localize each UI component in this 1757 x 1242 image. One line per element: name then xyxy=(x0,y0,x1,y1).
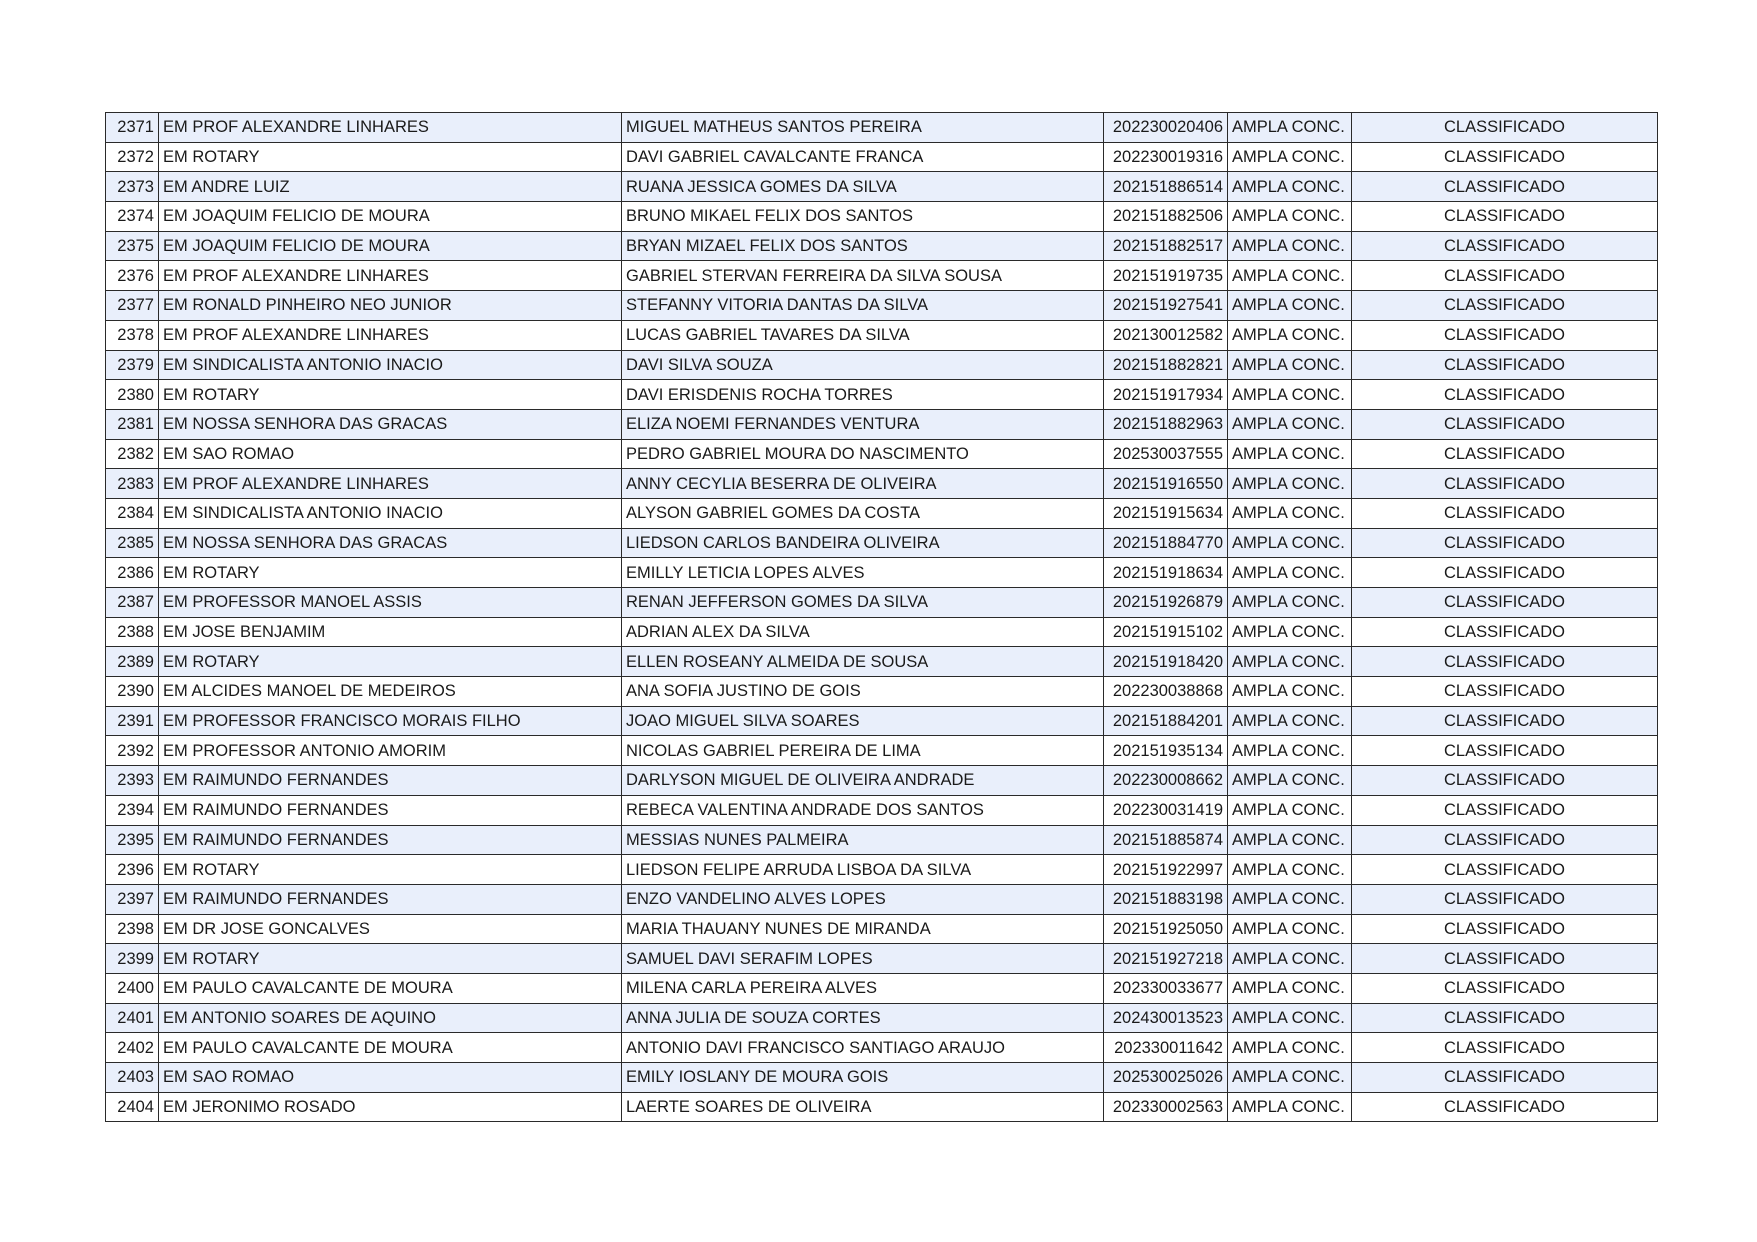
table-row xyxy=(106,469,1658,499)
table-row xyxy=(106,706,1658,736)
student-name-cell: GABRIEL STERVAN FERREIRA DA SILVA SOUSA xyxy=(622,261,1104,291)
registration-cell: 202151926879 xyxy=(1104,588,1228,618)
registration-cell: 202230020406 xyxy=(1104,113,1228,143)
row-number-cell: 2401 xyxy=(106,1003,159,1033)
student-name-cell: LUCAS GABRIEL TAVARES DA SILVA xyxy=(622,320,1104,350)
quota-cell: AMPLA CONC. xyxy=(1228,736,1352,766)
status-cell: CLASSIFICADO xyxy=(1352,706,1658,736)
registration-cell: 202230019316 xyxy=(1104,142,1228,172)
quota-cell: AMPLA CONC. xyxy=(1228,944,1352,974)
status-cell: CLASSIFICADO xyxy=(1352,1033,1658,1063)
table-row xyxy=(106,498,1658,528)
quota-cell: AMPLA CONC. xyxy=(1228,1063,1352,1093)
quota-cell: AMPLA CONC. xyxy=(1228,855,1352,885)
registration-cell: 202151882821 xyxy=(1104,350,1228,380)
student-name-cell: JOAO MIGUEL SILVA SOARES xyxy=(622,706,1104,736)
table-row xyxy=(106,973,1658,1003)
student-name-cell: MIGUEL MATHEUS SANTOS PEREIRA xyxy=(622,113,1104,143)
status-cell: CLASSIFICADO xyxy=(1352,320,1658,350)
table-row xyxy=(106,439,1658,469)
row-number-cell: 2392 xyxy=(106,736,159,766)
row-number-cell: 2383 xyxy=(106,469,159,499)
school-cell: EM PAULO CAVALCANTE DE MOURA xyxy=(159,973,622,1003)
registration-cell: 202151886514 xyxy=(1104,172,1228,202)
student-name-cell: ANTONIO DAVI FRANCISCO SANTIAGO ARAUJO xyxy=(622,1033,1104,1063)
student-name-cell: EMILLY LETICIA LOPES ALVES xyxy=(622,558,1104,588)
quota-cell: AMPLA CONC. xyxy=(1228,973,1352,1003)
quota-cell: AMPLA CONC. xyxy=(1228,409,1352,439)
student-name-cell: DAVI GABRIEL CAVALCANTE FRANCA xyxy=(622,142,1104,172)
student-name-cell: ANA SOFIA JUSTINO DE GOIS xyxy=(622,677,1104,707)
quota-cell: AMPLA CONC. xyxy=(1228,825,1352,855)
school-cell: EM JERONIMO ROSADO xyxy=(159,1092,622,1122)
student-name-cell: BRYAN MIZAEL FELIX DOS SANTOS xyxy=(622,231,1104,261)
school-cell: EM RAIMUNDO FERNANDES xyxy=(159,825,622,855)
row-number-cell: 2390 xyxy=(106,677,159,707)
registration-cell: 202151915634 xyxy=(1104,498,1228,528)
registration-cell: 202430013523 xyxy=(1104,1003,1228,1033)
registration-cell: 202330002563 xyxy=(1104,1092,1228,1122)
registration-cell: 202151883198 xyxy=(1104,884,1228,914)
student-name-cell: ADRIAN ALEX DA SILVA xyxy=(622,617,1104,647)
status-cell: CLASSIFICADO xyxy=(1352,944,1658,974)
registration-cell: 202151882517 xyxy=(1104,231,1228,261)
student-name-cell: ENZO VANDELINO ALVES LOPES xyxy=(622,884,1104,914)
quota-cell: AMPLA CONC. xyxy=(1228,1033,1352,1063)
row-number-cell: 2395 xyxy=(106,825,159,855)
quota-cell: AMPLA CONC. xyxy=(1228,113,1352,143)
school-cell: EM RAIMUNDO FERNANDES xyxy=(159,766,622,796)
student-name-cell: RUANA JESSICA GOMES DA SILVA xyxy=(622,172,1104,202)
status-cell: CLASSIFICADO xyxy=(1352,855,1658,885)
table-row xyxy=(106,647,1658,677)
quota-cell: AMPLA CONC. xyxy=(1228,231,1352,261)
quota-cell: AMPLA CONC. xyxy=(1228,914,1352,944)
quota-cell: AMPLA CONC. xyxy=(1228,1092,1352,1122)
registration-cell: 202151922997 xyxy=(1104,855,1228,885)
status-cell: CLASSIFICADO xyxy=(1352,766,1658,796)
student-name-cell: DAVI ERISDENIS ROCHA TORRES xyxy=(622,380,1104,410)
registration-cell: 202151885874 xyxy=(1104,825,1228,855)
row-number-cell: 2403 xyxy=(106,1063,159,1093)
student-name-cell: MARIA THAUANY NUNES DE MIRANDA xyxy=(622,914,1104,944)
table-row xyxy=(106,1092,1658,1122)
row-number-cell: 2377 xyxy=(106,291,159,321)
status-cell: CLASSIFICADO xyxy=(1352,231,1658,261)
status-cell: CLASSIFICADO xyxy=(1352,1003,1658,1033)
school-cell: EM JOAQUIM FELICIO DE MOURA xyxy=(159,202,622,232)
row-number-cell: 2399 xyxy=(106,944,159,974)
table-row xyxy=(106,142,1658,172)
registration-cell: 202151882963 xyxy=(1104,409,1228,439)
student-name-cell: MESSIAS NUNES PALMEIRA xyxy=(622,825,1104,855)
row-number-cell: 2381 xyxy=(106,409,159,439)
registration-cell: 202151884770 xyxy=(1104,528,1228,558)
student-name-cell: ANNY CECYLIA BESERRA DE OLIVEIRA xyxy=(622,469,1104,499)
school-cell: EM NOSSA SENHORA DAS GRACAS xyxy=(159,409,622,439)
table-row xyxy=(106,350,1658,380)
status-cell: CLASSIFICADO xyxy=(1352,973,1658,1003)
row-number-cell: 2372 xyxy=(106,142,159,172)
row-number-cell: 2376 xyxy=(106,261,159,291)
school-cell: EM ROTARY xyxy=(159,855,622,885)
table-row xyxy=(106,380,1658,410)
table-row xyxy=(106,677,1658,707)
quota-cell: AMPLA CONC. xyxy=(1228,380,1352,410)
quota-cell: AMPLA CONC. xyxy=(1228,617,1352,647)
student-name-cell: MILENA CARLA PEREIRA ALVES xyxy=(622,973,1104,1003)
row-number-cell: 2402 xyxy=(106,1033,159,1063)
quota-cell: AMPLA CONC. xyxy=(1228,588,1352,618)
registration-cell: 202151918634 xyxy=(1104,558,1228,588)
table-row xyxy=(106,588,1658,618)
school-cell: EM JOSE BENJAMIM xyxy=(159,617,622,647)
school-cell: EM ROTARY xyxy=(159,558,622,588)
status-cell: CLASSIFICADO xyxy=(1352,439,1658,469)
quota-cell: AMPLA CONC. xyxy=(1228,498,1352,528)
table-row xyxy=(106,113,1658,143)
registration-cell: 202530025026 xyxy=(1104,1063,1228,1093)
status-cell: CLASSIFICADO xyxy=(1352,677,1658,707)
row-number-cell: 2378 xyxy=(106,320,159,350)
status-cell: CLASSIFICADO xyxy=(1352,647,1658,677)
quota-cell: AMPLA CONC. xyxy=(1228,469,1352,499)
results-table-body xyxy=(106,113,1658,1122)
row-number-cell: 2388 xyxy=(106,617,159,647)
school-cell: EM SINDICALISTA ANTONIO INACIO xyxy=(159,498,622,528)
row-number-cell: 2375 xyxy=(106,231,159,261)
table-row xyxy=(106,261,1658,291)
student-name-cell: LIEDSON CARLOS BANDEIRA OLIVEIRA xyxy=(622,528,1104,558)
table-row xyxy=(106,231,1658,261)
quota-cell: AMPLA CONC. xyxy=(1228,202,1352,232)
row-number-cell: 2404 xyxy=(106,1092,159,1122)
student-name-cell: RENAN JEFFERSON GOMES DA SILVA xyxy=(622,588,1104,618)
table-row xyxy=(106,202,1658,232)
school-cell: EM PROF ALEXANDRE LINHARES xyxy=(159,469,622,499)
student-name-cell: NICOLAS GABRIEL PEREIRA DE LIMA xyxy=(622,736,1104,766)
registration-cell: 202151918420 xyxy=(1104,647,1228,677)
school-cell: EM SINDICALISTA ANTONIO INACIO xyxy=(159,350,622,380)
row-number-cell: 2371 xyxy=(106,113,159,143)
status-cell: CLASSIFICADO xyxy=(1352,291,1658,321)
quota-cell: AMPLA CONC. xyxy=(1228,439,1352,469)
quota-cell: AMPLA CONC. xyxy=(1228,142,1352,172)
school-cell: EM ROTARY xyxy=(159,647,622,677)
quota-cell: AMPLA CONC. xyxy=(1228,647,1352,677)
status-cell: CLASSIFICADO xyxy=(1352,261,1658,291)
row-number-cell: 2389 xyxy=(106,647,159,677)
table-row xyxy=(106,617,1658,647)
registration-cell: 202151927218 xyxy=(1104,944,1228,974)
table-row xyxy=(106,855,1658,885)
student-name-cell: DARLYSON MIGUEL DE OLIVEIRA ANDRADE xyxy=(622,766,1104,796)
status-cell: CLASSIFICADO xyxy=(1352,558,1658,588)
registration-cell: 202330033677 xyxy=(1104,973,1228,1003)
school-cell: EM ANDRE LUIZ xyxy=(159,172,622,202)
student-name-cell: ANNA JULIA DE SOUZA CORTES xyxy=(622,1003,1104,1033)
school-cell: EM SAO ROMAO xyxy=(159,1063,622,1093)
row-number-cell: 2379 xyxy=(106,350,159,380)
table-row xyxy=(106,528,1658,558)
school-cell: EM DR JOSE GONCALVES xyxy=(159,914,622,944)
school-cell: EM PROF ALEXANDRE LINHARES xyxy=(159,320,622,350)
row-number-cell: 2382 xyxy=(106,439,159,469)
school-cell: EM ROTARY xyxy=(159,142,622,172)
table-row xyxy=(106,825,1658,855)
registration-cell: 202151882506 xyxy=(1104,202,1228,232)
quota-cell: AMPLA CONC. xyxy=(1228,766,1352,796)
status-cell: CLASSIFICADO xyxy=(1352,142,1658,172)
status-cell: CLASSIFICADO xyxy=(1352,350,1658,380)
quota-cell: AMPLA CONC. xyxy=(1228,795,1352,825)
school-cell: EM NOSSA SENHORA DAS GRACAS xyxy=(159,528,622,558)
registration-cell: 202151884201 xyxy=(1104,706,1228,736)
school-cell: EM ALCIDES MANOEL DE MEDEIROS xyxy=(159,677,622,707)
school-cell: EM JOAQUIM FELICIO DE MOURA xyxy=(159,231,622,261)
school-cell: EM PROFESSOR MANOEL ASSIS xyxy=(159,588,622,618)
status-cell: CLASSIFICADO xyxy=(1352,588,1658,618)
quota-cell: AMPLA CONC. xyxy=(1228,558,1352,588)
registration-cell: 202530037555 xyxy=(1104,439,1228,469)
registration-cell: 202151927541 xyxy=(1104,291,1228,321)
registration-cell: 202330011642 xyxy=(1104,1033,1228,1063)
row-number-cell: 2396 xyxy=(106,855,159,885)
quota-cell: AMPLA CONC. xyxy=(1228,320,1352,350)
registration-cell: 202230008662 xyxy=(1104,766,1228,796)
table-row xyxy=(106,172,1658,202)
results-table xyxy=(105,112,1658,1122)
row-number-cell: 2384 xyxy=(106,498,159,528)
table-row xyxy=(106,320,1658,350)
row-number-cell: 2394 xyxy=(106,795,159,825)
row-number-cell: 2386 xyxy=(106,558,159,588)
status-cell: CLASSIFICADO xyxy=(1352,914,1658,944)
registration-cell: 202151919735 xyxy=(1104,261,1228,291)
registration-cell: 202230038868 xyxy=(1104,677,1228,707)
status-cell: CLASSIFICADO xyxy=(1352,617,1658,647)
status-cell: CLASSIFICADO xyxy=(1352,528,1658,558)
status-cell: CLASSIFICADO xyxy=(1352,795,1658,825)
quota-cell: AMPLA CONC. xyxy=(1228,291,1352,321)
student-name-cell: PEDRO GABRIEL MOURA DO NASCIMENTO xyxy=(622,439,1104,469)
row-number-cell: 2385 xyxy=(106,528,159,558)
registration-cell: 202130012582 xyxy=(1104,320,1228,350)
table-row xyxy=(106,291,1658,321)
row-number-cell: 2387 xyxy=(106,588,159,618)
status-cell: CLASSIFICADO xyxy=(1352,172,1658,202)
school-cell: EM PROF ALEXANDRE LINHARES xyxy=(159,261,622,291)
quota-cell: AMPLA CONC. xyxy=(1228,350,1352,380)
registration-cell: 202151916550 xyxy=(1104,469,1228,499)
quota-cell: AMPLA CONC. xyxy=(1228,884,1352,914)
registration-cell: 202151915102 xyxy=(1104,617,1228,647)
quota-cell: AMPLA CONC. xyxy=(1228,706,1352,736)
table-row xyxy=(106,1063,1658,1093)
status-cell: CLASSIFICADO xyxy=(1352,736,1658,766)
row-number-cell: 2393 xyxy=(106,766,159,796)
status-cell: CLASSIFICADO xyxy=(1352,1092,1658,1122)
student-name-cell: DAVI SILVA SOUZA xyxy=(622,350,1104,380)
student-name-cell: REBECA VALENTINA ANDRADE DOS SANTOS xyxy=(622,795,1104,825)
table-row xyxy=(106,409,1658,439)
table-row xyxy=(106,795,1658,825)
quota-cell: AMPLA CONC. xyxy=(1228,528,1352,558)
row-number-cell: 2400 xyxy=(106,973,159,1003)
status-cell: CLASSIFICADO xyxy=(1352,409,1658,439)
status-cell: CLASSIFICADO xyxy=(1352,469,1658,499)
student-name-cell: EMILY IOSLANY DE MOURA GOIS xyxy=(622,1063,1104,1093)
table-row xyxy=(106,766,1658,796)
school-cell: EM ROTARY xyxy=(159,944,622,974)
school-cell: EM RONALD PINHEIRO NEO JUNIOR xyxy=(159,291,622,321)
school-cell: EM ANTONIO SOARES DE AQUINO xyxy=(159,1003,622,1033)
quota-cell: AMPLA CONC. xyxy=(1228,172,1352,202)
status-cell: CLASSIFICADO xyxy=(1352,1063,1658,1093)
table-row xyxy=(106,736,1658,766)
student-name-cell: ALYSON GABRIEL GOMES DA COSTA xyxy=(622,498,1104,528)
registration-cell: 202151925050 xyxy=(1104,914,1228,944)
row-number-cell: 2374 xyxy=(106,202,159,232)
student-name-cell: BRUNO MIKAEL FELIX DOS SANTOS xyxy=(622,202,1104,232)
status-cell: CLASSIFICADO xyxy=(1352,498,1658,528)
registration-cell: 202151935134 xyxy=(1104,736,1228,766)
table-row xyxy=(106,944,1658,974)
status-cell: CLASSIFICADO xyxy=(1352,884,1658,914)
status-cell: CLASSIFICADO xyxy=(1352,380,1658,410)
student-name-cell: LAERTE SOARES DE OLIVEIRA xyxy=(622,1092,1104,1122)
school-cell: EM PROF ALEXANDRE LINHARES xyxy=(159,113,622,143)
school-cell: EM PROFESSOR ANTONIO AMORIM xyxy=(159,736,622,766)
registration-cell: 202230031419 xyxy=(1104,795,1228,825)
student-name-cell: STEFANNY VITORIA DANTAS DA SILVA xyxy=(622,291,1104,321)
table-row xyxy=(106,914,1658,944)
student-name-cell: LIEDSON FELIPE ARRUDA LISBOA DA SILVA xyxy=(622,855,1104,885)
status-cell: CLASSIFICADO xyxy=(1352,825,1658,855)
school-cell: EM PAULO CAVALCANTE DE MOURA xyxy=(159,1033,622,1063)
student-name-cell: ELIZA NOEMI FERNANDES VENTURA xyxy=(622,409,1104,439)
row-number-cell: 2397 xyxy=(106,884,159,914)
student-name-cell: ELLEN ROSEANY ALMEIDA DE SOUSA xyxy=(622,647,1104,677)
registration-cell: 202151917934 xyxy=(1104,380,1228,410)
row-number-cell: 2380 xyxy=(106,380,159,410)
school-cell: EM ROTARY xyxy=(159,380,622,410)
table-row xyxy=(106,884,1658,914)
school-cell: EM SAO ROMAO xyxy=(159,439,622,469)
school-cell: EM PROFESSOR FRANCISCO MORAIS FILHO xyxy=(159,706,622,736)
status-cell: CLASSIFICADO xyxy=(1352,202,1658,232)
row-number-cell: 2398 xyxy=(106,914,159,944)
school-cell: EM RAIMUNDO FERNANDES xyxy=(159,795,622,825)
quota-cell: AMPLA CONC. xyxy=(1228,261,1352,291)
table-row xyxy=(106,558,1658,588)
table-row xyxy=(106,1003,1658,1033)
quota-cell: AMPLA CONC. xyxy=(1228,1003,1352,1033)
school-cell: EM RAIMUNDO FERNANDES xyxy=(159,884,622,914)
quota-cell: AMPLA CONC. xyxy=(1228,677,1352,707)
row-number-cell: 2373 xyxy=(106,172,159,202)
student-name-cell: SAMUEL DAVI SERAFIM LOPES xyxy=(622,944,1104,974)
row-number-cell: 2391 xyxy=(106,706,159,736)
status-cell: CLASSIFICADO xyxy=(1352,113,1658,143)
table-row xyxy=(106,1033,1658,1063)
